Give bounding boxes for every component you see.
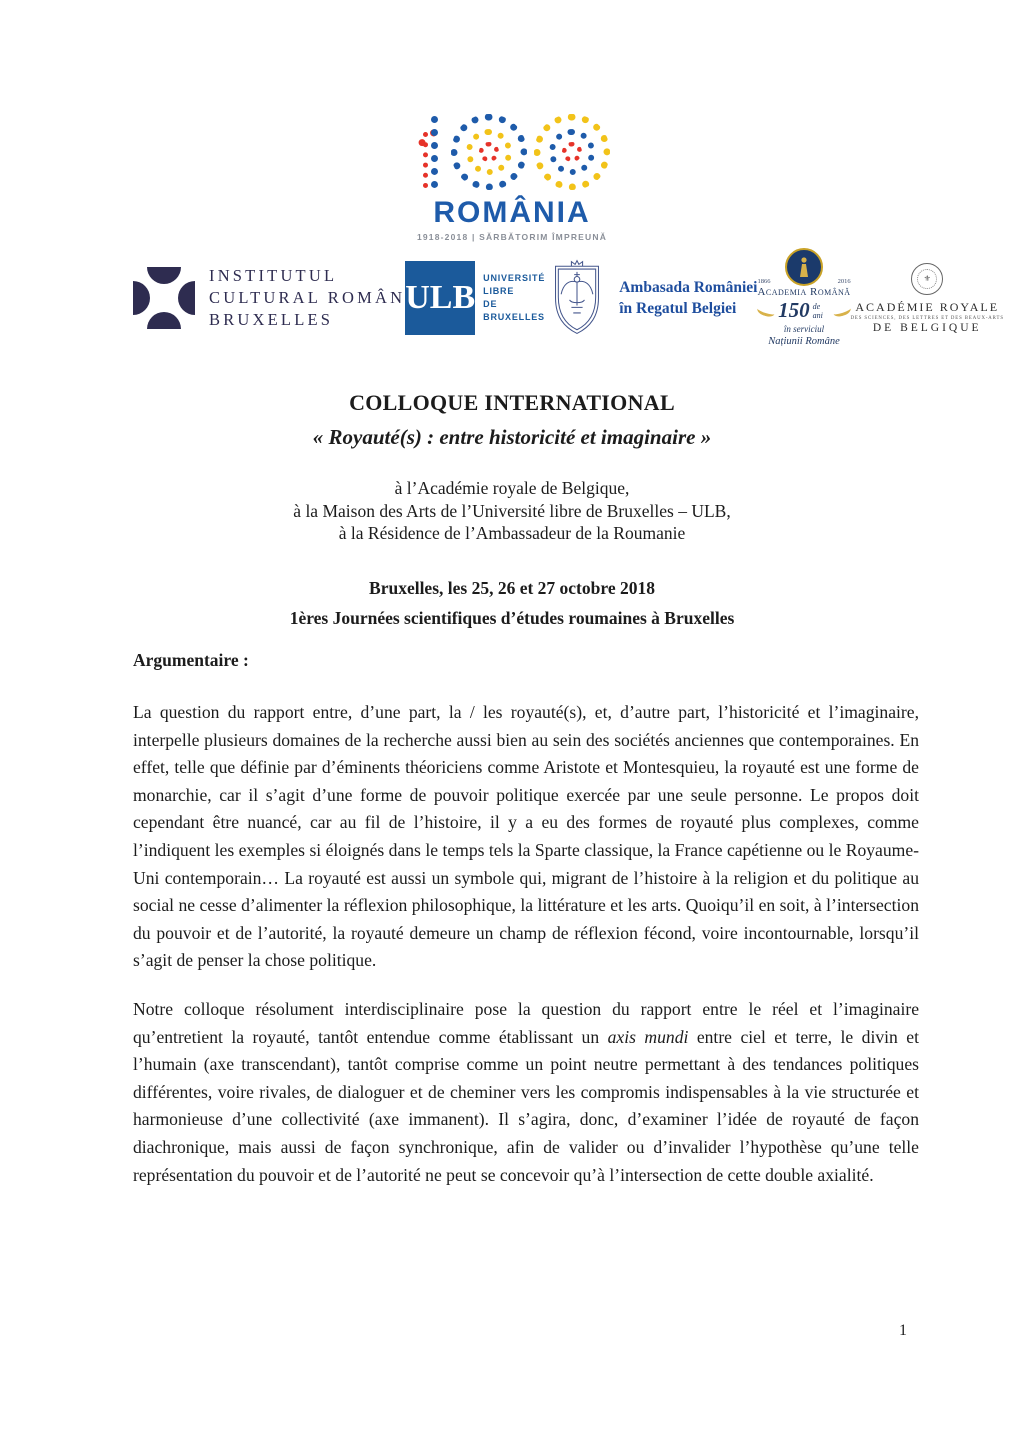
- paragraph-2-part2: entre ciel et terre, le divin et l’humain (axe transcendant), tantôt comprise comme un point neutre permettant à des tendances politiques différentes, voire rivales, de dialoguer et de cheminer vers les compromis indispensables à la vie structurée et harmonieuse d’une collectivité (axe immanent). Il s’agira, donc, d’examiner l’idée de royauté de façon diachronique, mais aussi de façon synchronique, afin de valider ou d’invalider l’hypothèse qu’une telle représentation du pouvoir et de l’autorité ne peut se concevoir qu’à l’intersection de cette double axialité.: [133, 1026, 919, 1185]
- paragraph-2: [133, 996, 919, 1189]
- page-title: COLLOQUE INTERNATIONAL: [349, 390, 675, 415]
- ulb-line2: LIBRE: [483, 286, 515, 296]
- zero-core-ring: [562, 142, 582, 162]
- venue-line: à la Maison des Arts de l’Université libre de Bruxelles – ULB,: [293, 500, 731, 521]
- ulb-line3: DE BRUXELLES: [483, 299, 545, 322]
- academia-150-number: 150: [778, 298, 810, 322]
- academia-line2: Națiunii Române: [768, 336, 840, 347]
- date-line: Bruxelles, les 25, 26 et 27 octobre 2018: [369, 578, 655, 598]
- venue-line: à l’Académie royale de Belgique,: [394, 478, 630, 498]
- embassy-line1: Ambasada României: [619, 279, 758, 296]
- laurel-icon: [756, 303, 776, 318]
- academie-royale-line2: DES SCIENCES, DES LETTRES ET DES BEAUX-ARTS: [850, 315, 1004, 321]
- body-text: [133, 699, 919, 1189]
- romanian-coat-of-arms-icon: [549, 258, 605, 338]
- embassy-label: [619, 277, 757, 319]
- academie-royale-line1: ACADÉMIE ROYALE: [855, 299, 1000, 314]
- icr-cross-icon: [133, 267, 195, 329]
- ulb-line1: UNIVERSITÉ: [483, 273, 546, 283]
- academia-dates: [757, 278, 850, 285]
- ulb-square-icon: ULB: [405, 261, 475, 335]
- icr-line3: BRUXELLES: [209, 310, 334, 329]
- digit-zero-icon: [451, 114, 527, 190]
- centenary-100-icon: [414, 112, 610, 192]
- venue-line: à la Résidence de l’Ambassadeur de la Roumanie: [338, 523, 686, 543]
- centenary-logo: [0, 112, 1024, 242]
- academia-romana-logo: [757, 248, 850, 348]
- section-heading: Argumentaire :: [133, 650, 249, 670]
- zero-core-ring: [479, 142, 499, 162]
- academia-date-left: 1866: [757, 278, 771, 285]
- partner-logos-row: [133, 248, 1004, 348]
- icr-petal: [147, 312, 181, 329]
- academie-royale-line3: DE BELGIQUE: [872, 321, 982, 334]
- ulb-logo: [405, 261, 549, 335]
- embassy-logo: [549, 258, 757, 338]
- icr-label: [209, 265, 405, 331]
- embassy-line2: în Regatul Belgiei: [619, 300, 737, 317]
- academia-name: Academia Română: [757, 286, 851, 298]
- paragraph-1: La question du rapport entre, d’une part, la / les royauté(s), et, d’autre part, l’historicité et l’imaginaire, interpelle plusieurs domaines de la recherche aussi bien au sein des sociétés anciennes que contemporaines. En effet, telle que définie par d’éminents théoriciens comme Aristote et Montesquieu, la royauté est une forme de monarchie, car il s’agit d’une forme de pouvoir politique exercée par une seule personne. Le propos doit cependant être nuancé, car au fil de l’histoire, il y a eu des formes de royauté plus complexes, comme l’indiquent les exemples si éloignés dans le temps tels la Sparte classique, la France capétienne ou le Royaume-Uni contemporain… La royauté est aussi un symbole qui, migrant de l’histoire à la religion et du politique au social ne cesse d’alimenter la réflexion philosophique, la littérature et les arts. Quoiqu’il en soit, à l’intersection du pouvoir et de l’autorité, la royauté demeure un champ de réflexion fécond, voire incontournable, lorsqu’il s’agit de penser la chose politique.: [133, 702, 919, 971]
- laurel-icon: [832, 303, 852, 318]
- page-number: 1: [899, 1322, 907, 1339]
- academie-royale-seal-inner: ⚜: [917, 269, 937, 289]
- ulb-label: [483, 272, 549, 324]
- academia-figure-icon: [796, 256, 812, 278]
- centenary-tagline: 1918-2018 | SĂRBĂTORIM ÎMPREUNĂ: [416, 232, 608, 242]
- icr-petal: [178, 281, 195, 315]
- icr-line1: INSTITUTUL: [209, 266, 338, 285]
- academie-royale-logo: [851, 263, 1004, 334]
- venue-list: [0, 477, 1024, 545]
- academie-royale-seal-icon: [911, 263, 943, 295]
- academia-150-badge: [757, 298, 850, 323]
- icr-petal: [133, 281, 150, 315]
- paragraph-2-part1: Notre colloque résolument interdisciplinaire pose la question du rapport entre le réel et l’imaginaire qu’entretient la royauté, tantôt entendue comme établissant un: [133, 998, 919, 1047]
- academia-date-right: 2016: [837, 278, 851, 285]
- date-block: [0, 573, 1024, 633]
- digit-one-stem: [431, 116, 438, 188]
- icr-logo: [133, 265, 405, 331]
- icr-line2: CULTURAL ROMÂN: [209, 288, 406, 307]
- romania-wordmark: ROMÂNIA: [433, 196, 591, 229]
- digit-one-icon: [414, 116, 444, 188]
- icr-petal: [147, 267, 181, 284]
- zero-mid-ring: [466, 129, 512, 175]
- zero-mid-ring: [549, 129, 595, 175]
- digit-zero-icon: [534, 114, 610, 190]
- digit-one-stem-red: [423, 132, 428, 188]
- academia-150-suffix: de ani: [812, 302, 823, 320]
- academia-line1: în serviciul: [783, 324, 825, 334]
- page-subtitle: « Royauté(s) : entre historicité et imaginaire »: [312, 425, 712, 449]
- paragraph-2-italic-phrase: axis mundi: [607, 1026, 689, 1047]
- event-line: 1ères Journées scientifiques d’études roumaines à Bruxelles: [289, 608, 735, 628]
- title-block: [0, 390, 1024, 450]
